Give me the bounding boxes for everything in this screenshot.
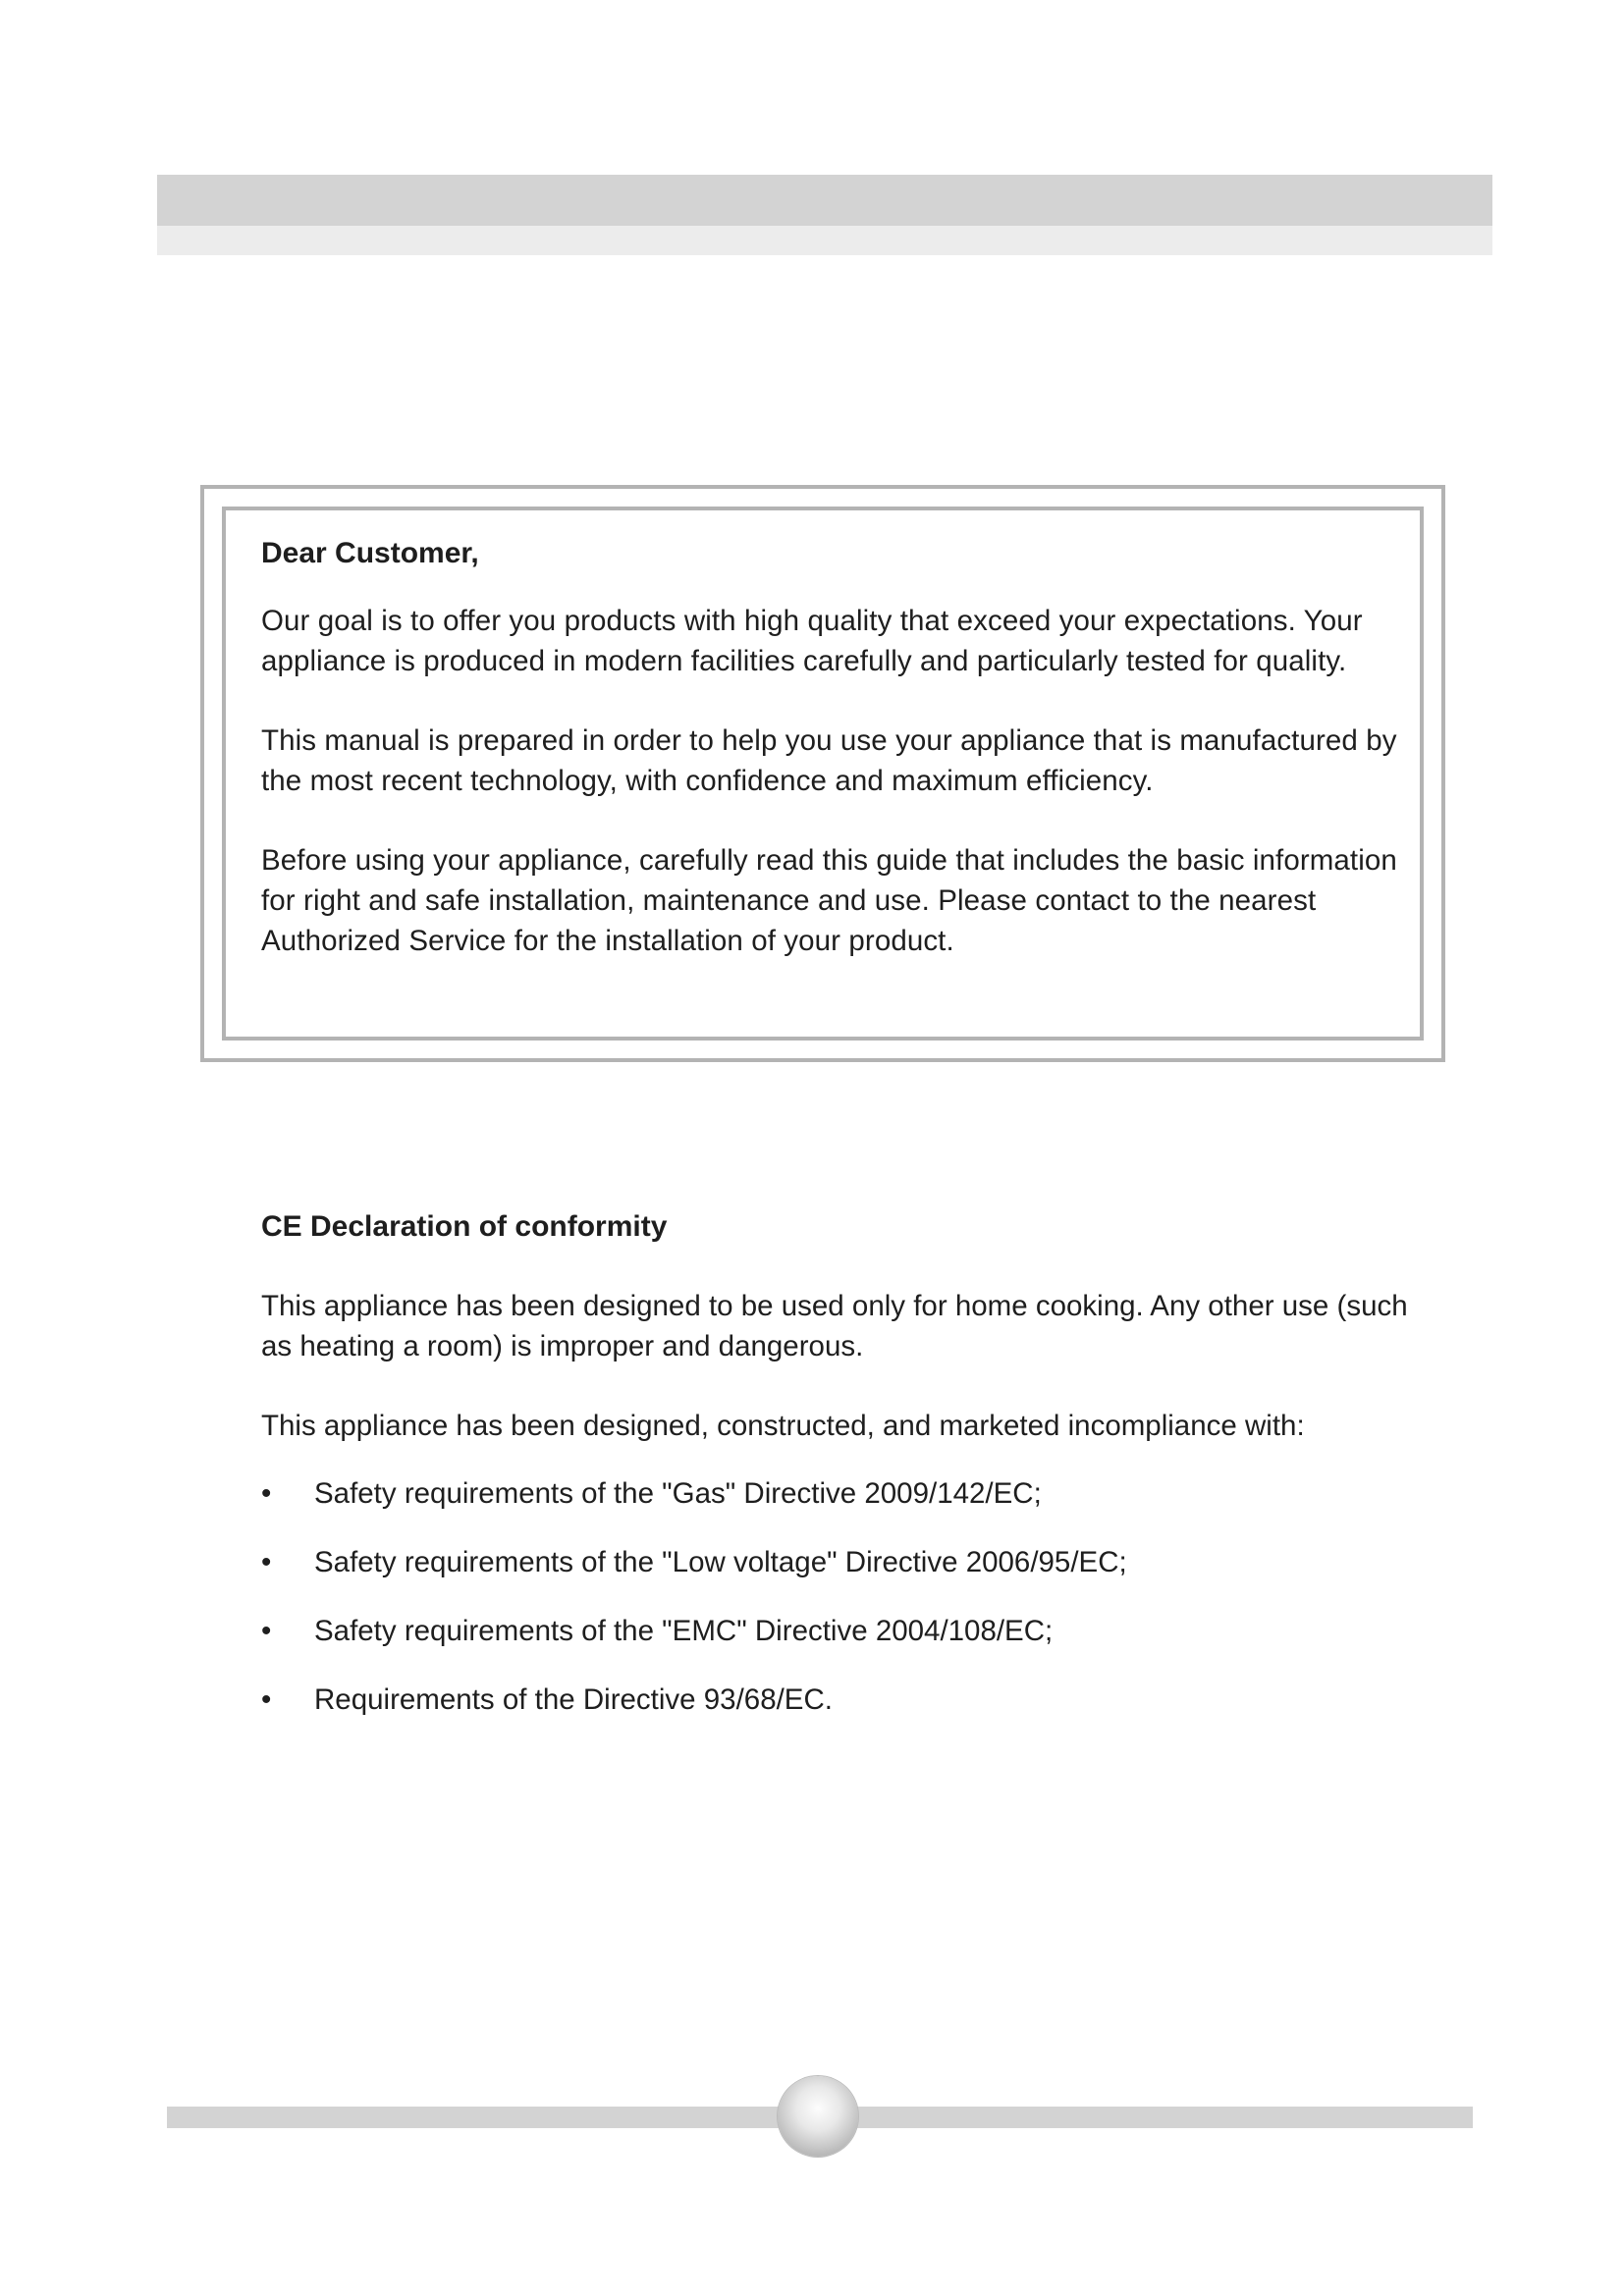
list-item-text: Safety requirements of the "Low voltage" Directive 2006/95/EC; [314,1546,1127,1578]
list-item-text: Safety requirements of the "EMC" Directive 2004/108/EC; [314,1615,1054,1647]
bullet-icon: • [261,1615,272,1647]
intro-frame-inner [222,507,1424,1041]
list-item [261,1680,1420,1720]
list-item [261,1611,1420,1651]
ce-directive-list [261,1473,1420,1720]
list-item [261,1473,1420,1514]
intro-paragraph-3: Before using your appliance, carefully read this guide that includes the basic information for right and safe installation, maintenance and use. Please contact to the nearest Authorized Service for the installation of your product. [261,844,1397,957]
ce-list-intro: This appliance has been designed, constructed, and marketed incompliance with: [261,1410,1305,1442]
intro-title: Dear Customer, [261,537,479,569]
bullet-icon: • [261,1477,272,1510]
bullet-icon: • [261,1546,272,1578]
page-number-circle-icon [778,2076,858,2157]
intro-paragraph-1: Our goal is to offer you products with high quality that exceed your expectations. Your appliance is produced in modern facilities carefully and particularly tested for quality. [261,605,1363,677]
ce-title: CE Declaration of conformity [261,1210,668,1243]
header-band-bottom [157,226,1492,255]
intro-paragraph-2: This manual is prepared in order to help you use your appliance that is manufactured by the most recent technology, with confidence and maximum efficiency. [261,724,1397,797]
list-item-text: Safety requirements of the "Gas" Directive 2009/142/EC; [314,1477,1042,1510]
intro-frame-outer [200,485,1445,1062]
bullet-icon: • [261,1683,272,1716]
list-item-text: Requirements of the Directive 93/68/EC. [314,1683,833,1716]
ce-declaration-section [261,1207,1420,1748]
header-band [157,175,1492,255]
ce-paragraph: This appliance has been designed to be used only for home cooking. Any other use (such as heating a room) is improper and dangerous. [261,1290,1408,1362]
list-item [261,1542,1420,1582]
header-band-top [157,175,1492,226]
